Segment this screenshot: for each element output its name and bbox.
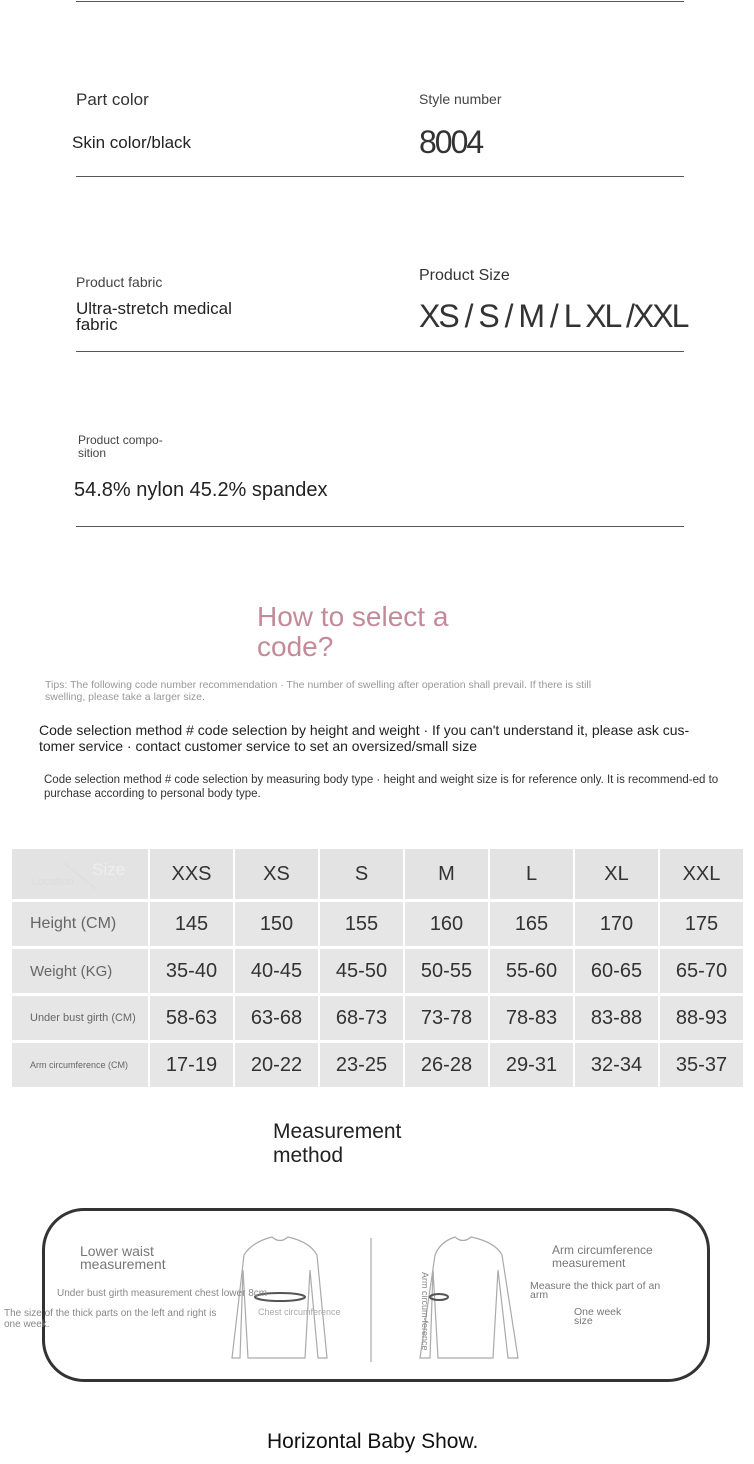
back-figure bbox=[420, 1237, 518, 1358]
style-number-value: 8004 bbox=[419, 124, 483, 160]
cell: 83-88 bbox=[575, 996, 658, 1040]
product-size-value: XS / S / M / L XL /XXL bbox=[419, 298, 688, 334]
cell: 155 bbox=[320, 902, 403, 946]
cell: 145 bbox=[150, 902, 233, 946]
cell: 65-70 bbox=[660, 949, 743, 993]
tips-text: Tips: The following code number recommendation · The number of swelling after operation shall prevail. If there is still swelling, please take a larger size. bbox=[45, 679, 592, 703]
cell: 60-65 bbox=[575, 949, 658, 993]
divider bbox=[76, 176, 684, 177]
size-header: L bbox=[490, 849, 573, 899]
arm-measurement-title: Arm circumference measurement bbox=[552, 1243, 653, 1270]
cell: 58-63 bbox=[150, 996, 233, 1040]
cell: 26-28 bbox=[405, 1043, 488, 1087]
cell: 23-25 bbox=[320, 1043, 403, 1087]
fabric-label: Product fabric bbox=[76, 274, 163, 290]
cell: 165 bbox=[490, 902, 573, 946]
size-header: XXL bbox=[660, 849, 743, 899]
size-header: S bbox=[320, 849, 403, 899]
cell: 88-93 bbox=[660, 996, 743, 1040]
part-color-label: Part color bbox=[76, 90, 149, 109]
cell: 40-45 bbox=[235, 949, 318, 993]
cell: 20-22 bbox=[235, 1043, 318, 1087]
cell: 68-73 bbox=[320, 996, 403, 1040]
table-row bbox=[12, 996, 743, 1040]
cell: 63-68 bbox=[235, 996, 318, 1040]
style-number-label: Style number bbox=[419, 91, 502, 107]
cell: 55-60 bbox=[490, 949, 573, 993]
cell: 170 bbox=[575, 902, 658, 946]
lower-waist-title: Lower waist measurement bbox=[80, 1243, 166, 1272]
cell: 32-34 bbox=[575, 1043, 658, 1087]
arm-circumference-vertical: Arm circum-ference bbox=[420, 1272, 430, 1351]
cell: 150 bbox=[235, 902, 318, 946]
part-color-value: Skin color/black bbox=[72, 133, 192, 152]
cell: 35-37 bbox=[660, 1043, 743, 1087]
cell: 160 bbox=[405, 902, 488, 946]
size-header: XXS bbox=[150, 849, 233, 899]
cell: 35-40 bbox=[150, 949, 233, 993]
footer-title: Horizontal Baby Show. bbox=[267, 1430, 479, 1453]
divider bbox=[76, 526, 684, 527]
under-bust-note: Under bust girth measurement chest lower 8cm bbox=[57, 1288, 268, 1299]
divider bbox=[76, 1, 684, 2]
diagonal-line bbox=[12, 849, 148, 899]
method-body-type: Code selection method # code selection by measuring body type · height and weight size is for reference only. It is recommend-ed to purchase according to personal body type. bbox=[44, 774, 719, 800]
table-corner bbox=[12, 849, 148, 899]
method-height-weight: Code selection method # code selection by height and weight · If you can't understand it, please ask cus-tomer service · contact customer service to set an oversized/small size bbox=[39, 722, 690, 754]
cell: 73-78 bbox=[405, 996, 488, 1040]
composition-label: Product compo-sition bbox=[78, 433, 163, 460]
composition-value: 54.8% nylon 45.2% spandex bbox=[74, 479, 328, 501]
row-label: Under bust girth (CM) bbox=[12, 996, 148, 1040]
divider bbox=[76, 351, 684, 352]
row-label: Arm circumference (CM) bbox=[12, 1043, 148, 1087]
one-week-size: One week size bbox=[574, 1306, 622, 1327]
corner-location-label: Location bbox=[32, 876, 74, 888]
table-row bbox=[12, 902, 743, 946]
cell: 78-83 bbox=[490, 996, 573, 1040]
chest-circumference-label: Chest circumference bbox=[258, 1307, 341, 1317]
measurement-title: Measurement method bbox=[273, 1120, 402, 1167]
corner-size-label: Size bbox=[92, 860, 126, 879]
guide-title: How to select a code? bbox=[257, 601, 449, 662]
arm-measure-band bbox=[430, 1294, 448, 1300]
cell: 29-31 bbox=[490, 1043, 573, 1087]
arm-measure-desc: Measure the thick part of an arm bbox=[530, 1280, 661, 1301]
fabric-value: Ultra-stretch medical fabric bbox=[76, 299, 232, 334]
table-row bbox=[12, 949, 743, 993]
size-header: XL bbox=[575, 849, 658, 899]
size-header: XS bbox=[235, 849, 318, 899]
row-label: Height (CM) bbox=[12, 902, 148, 946]
size-header: M bbox=[405, 849, 488, 899]
cell: 17-19 bbox=[150, 1043, 233, 1087]
table-row bbox=[12, 1043, 743, 1087]
cell: 175 bbox=[660, 902, 743, 946]
thick-parts-note: The size of the thick parts on the left and right is one week. bbox=[4, 1308, 217, 1330]
row-label: Weight (KG) bbox=[12, 949, 148, 993]
cell: 50-55 bbox=[405, 949, 488, 993]
cell: 45-50 bbox=[320, 949, 403, 993]
size-chart bbox=[10, 846, 745, 1090]
product-size-label: Product Size bbox=[419, 267, 510, 284]
